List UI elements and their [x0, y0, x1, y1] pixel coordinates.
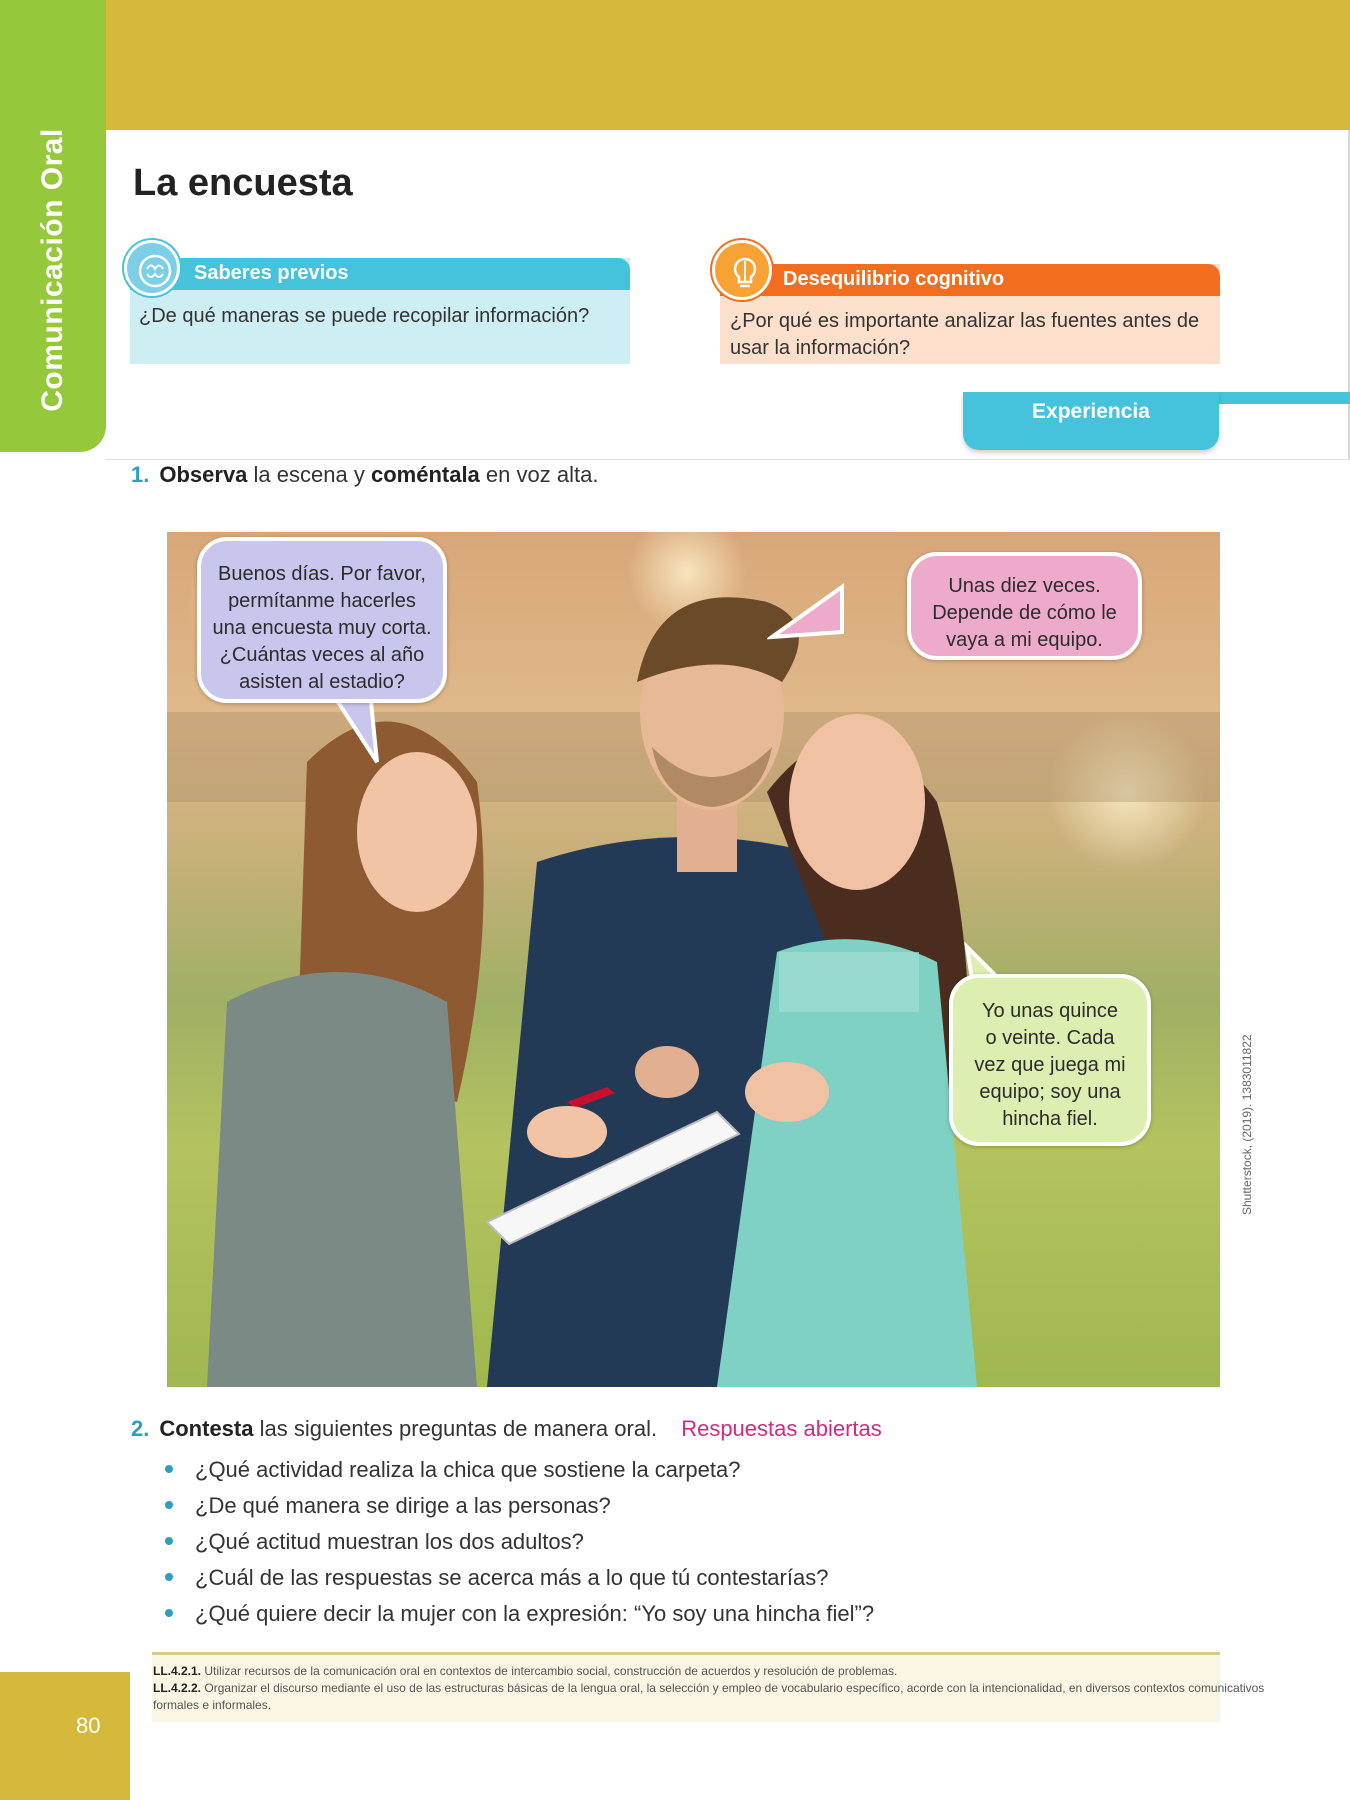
question-text: ¿Qué actividad realiza la chica que sostiene la carpeta? [195, 1457, 741, 1482]
standard-2-continued: formales e informales. [153, 1698, 272, 1712]
bubble-line: asisten al estadio? [239, 671, 405, 693]
bullet-icon [165, 1609, 173, 1617]
activity-1-verb2: coméntala [370, 462, 480, 487]
activity-1-text2: en voz alta. [485, 462, 599, 487]
bubble-line: vaya a mi equipo. [946, 629, 1103, 651]
standard-text: Utilizar recursos de la comunicación oral en contextos de intercambio social, construcción de acuerdos y resolución de problemas. [204, 1664, 898, 1678]
list-item [165, 1599, 874, 1635]
activity-1-verb1: Observa [159, 462, 248, 487]
bullet-icon [165, 1537, 173, 1545]
experiencia-label: Experiencia [1032, 400, 1150, 423]
activity-2 [131, 1416, 882, 1442]
bullet-icon [165, 1465, 173, 1473]
scene-photo [167, 532, 1220, 1387]
speech-bubble-interviewer [197, 537, 447, 703]
activity-1-text1: la escena y [253, 462, 365, 487]
bubble-line: o veinte. Cada [985, 1027, 1115, 1049]
question-text: ¿Qué actitud muestran los dos adultos? [195, 1529, 584, 1554]
bullet-icon [165, 1501, 173, 1509]
bubble-line: Depende de cómo le [932, 602, 1117, 624]
section-side-tab [0, 0, 106, 452]
saberes-previos-question: ¿De qué maneras se puede recopilar información? [139, 305, 590, 327]
section-tab-label: Comunicación Oral [36, 128, 69, 412]
desequilibrio-question: ¿Por qué es importante analizar las fuentes antes de usar la información? [730, 310, 1200, 359]
header-frame-bottom [106, 459, 1350, 460]
bubble-line: hincha fiel. [1002, 1108, 1098, 1130]
bubble-line: ¿Cuántas veces al año [219, 644, 425, 666]
bubble-line: equipo; soy una [979, 1081, 1121, 1103]
brain-icon [124, 240, 180, 296]
list-item [165, 1527, 874, 1563]
bubble-line: vez que juega mi [974, 1054, 1126, 1076]
bubble-line: permítanme hacerles [228, 590, 416, 612]
top-color-band [106, 0, 1350, 130]
activity-1-number: 1. [131, 462, 150, 487]
question-list [165, 1455, 874, 1635]
page-number: 80 [76, 1713, 101, 1738]
speech-bubble-man [907, 552, 1142, 660]
activity-2-number: 2. [131, 1416, 150, 1441]
standard-code: LL.4.2.2. [153, 1681, 202, 1695]
bubble-line: una encuesta muy corta. [212, 617, 432, 639]
question-text: ¿Qué quiere decir la mujer con la expresión: “Yo soy una hincha fiel”? [195, 1601, 875, 1626]
desequilibrio-title: Desequilibrio cognitivo [783, 268, 1005, 290]
list-item [165, 1563, 874, 1599]
bubble-tail-man [767, 577, 847, 657]
bubble-line: Unas diez veces. [948, 575, 1101, 597]
standard-1 [153, 1664, 897, 1679]
bubble-line: Yo unas quince [981, 1000, 1119, 1022]
activity-2-verb: Contesta [159, 1416, 254, 1441]
page-title: La encuesta [133, 162, 353, 204]
standard-2 [153, 1681, 1264, 1696]
question-text: ¿De qué manera se dirige a las personas? [195, 1493, 611, 1518]
question-text: ¿Cuál de las respuestas se acerca más a lo que tú contestarías? [195, 1565, 829, 1590]
bubble-line: Buenos días. Por favor, [218, 563, 426, 585]
bullet-icon [165, 1573, 173, 1581]
lightbulb-icon [712, 240, 772, 300]
activity-2-text: las siguientes preguntas de manera oral. [259, 1416, 658, 1441]
standard-text: Organizar el discurso mediante el uso de las estructuras básicas de la lengua oral, la selección y empleo de vocabulario específico, acorde con la intencionalidad, en diversos contextos comunicativos [204, 1681, 1265, 1695]
activity-1 [131, 462, 598, 488]
speech-bubble-woman [949, 974, 1151, 1146]
page-number-band [0, 1672, 130, 1800]
activity-2-note: Respuestas abiertas [681, 1416, 882, 1441]
saberes-previos-title: Saberes previos [194, 262, 349, 284]
photo-credit: Shutterstock, (2019). 1383011822 [1240, 1034, 1254, 1215]
standard-code: LL.4.2.1. [153, 1664, 202, 1678]
list-item [165, 1491, 874, 1527]
list-item [165, 1455, 874, 1491]
